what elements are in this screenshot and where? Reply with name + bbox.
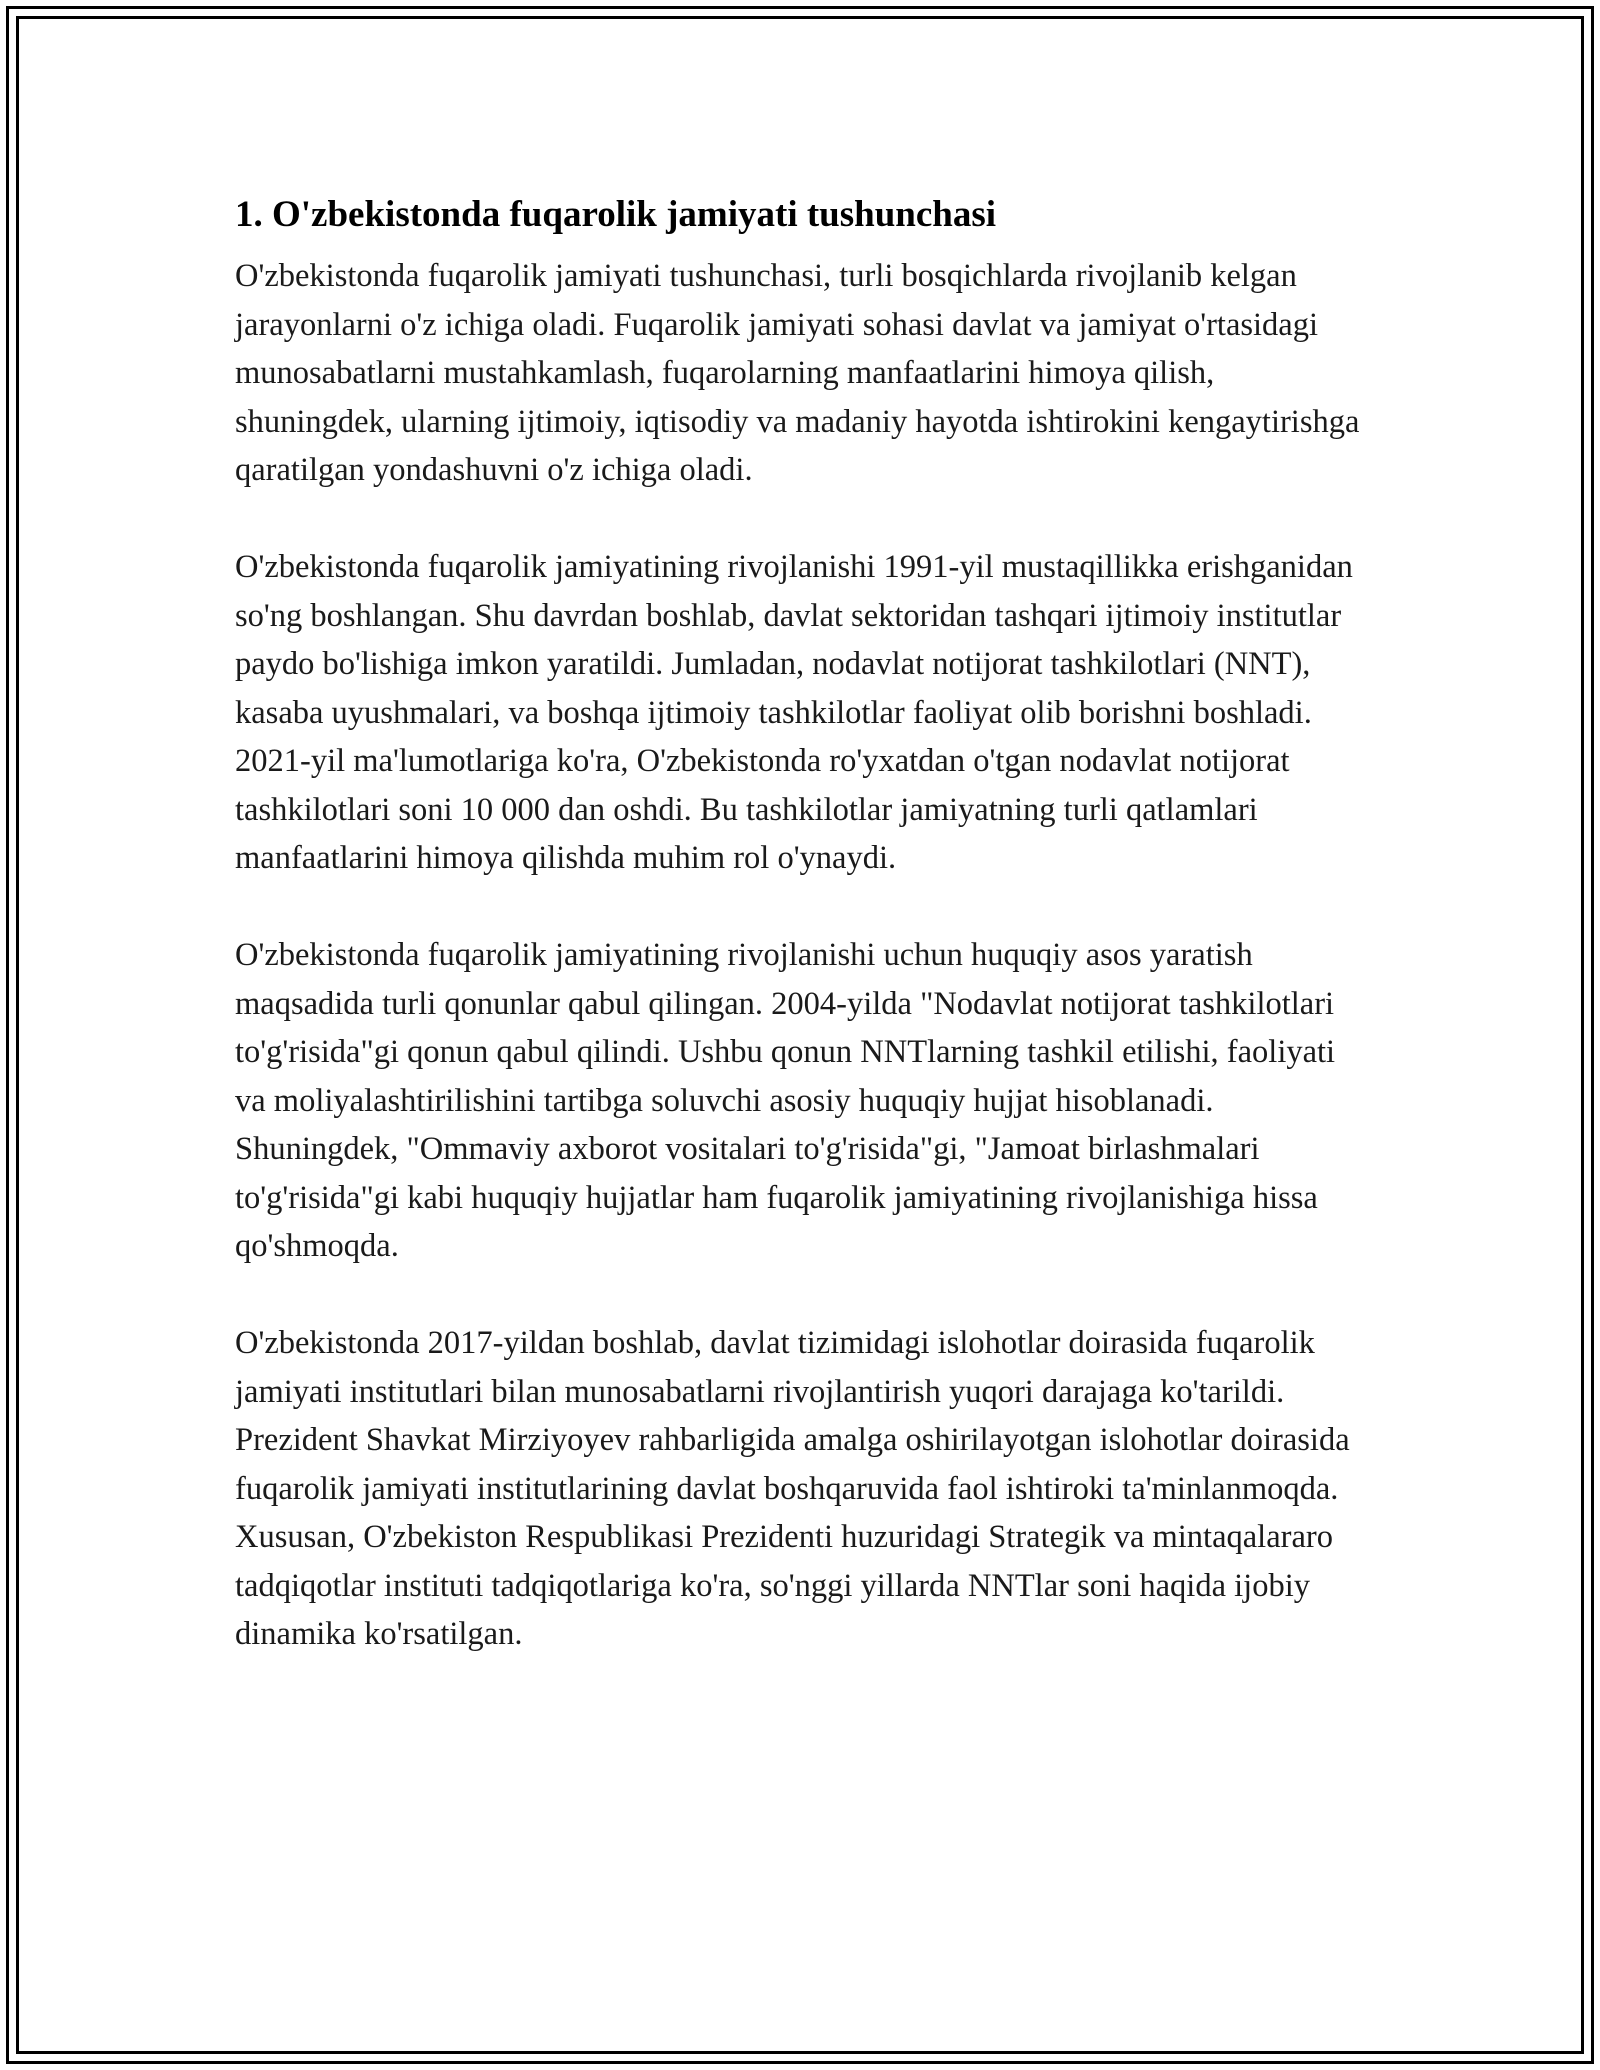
paragraph-4: O'zbekistonda 2017-yildan boshlab, davlat tizimidagi islohotlar doirasida fuqarolik jamiyati institutlari bilan munosabatlarni rivojlantirish yuqori darajaga ko'tarildi. Prezident Shavkat Mirziyoyev rahbarligida amalga oshirilayotgan islohotlar doirasida fuqarolik jamiyati institutlarining davlat boshqaruvida faol ishtiroki ta'minlanmoqda. Xususan, O'zbekiston Respublikasi Prezidenti huzuridagi Strategik va mintaqalararo tadqiqotlar instituti tadqiqotlariga ko'ra, so'nggi yillarda NNTlar soni haqida ijobiy dinamika ko'rsatilgan. <box>235 1325 1350 1652</box>
paragraph-2: O'zbekistonda fuqarolik jamiyatining rivojlanishi 1991-yil mustaqillikka erishganidan so'ng boshlangan. Shu davrdan boshlab, davlat sektoridan tashqari ijtimoiy institutlar paydo bo'lishiga imkon yaratildi. Jumladan, nodavlat notijorat tashkilotlari (NNT), kasaba uyushmalari, va boshqa ijtimoiy tashkilotlar faoliyat olib borishni boshladi. 2021-yil ma'lumotlariga ko'ra, O'zbekistonda ro'yxatdan o'tgan nodavlat notijorat tashkilotlari soni 10 000 dan oshdi. Bu tashkilotlar jamiyatning turli qatlamlari manfaatlarini himoya qilishda muhim rol o'ynaydi. <box>235 549 1353 876</box>
paragraph-1: O'zbekistonda fuqarolik jamiyati tushunchasi, turli bosqichlarda rivojlanib kelgan jarayonlarni o'z ichiga oladi. Fuqarolik jamiyati sohasi davlat va jamiyat o'rtasidagi munosabatlarni mustahkamlash, fuqarolarning manfaatlarini himoya qilish, shuningdek, ularning ijtimoiy, iqtisodiy va madaniy hayotda ishtirokini kengaytirishga qaratilgan yondashuvni o'z ichiga oladi. <box>235 258 1360 488</box>
document-body <box>235 188 1370 1707</box>
paragraph-3: O'zbekistonda fuqarolik jamiyatining rivojlanishi uchun huquqiy asos yaratish maqsadida turli qonunlar qabul qilingan. 2004-yilda "Nodavlat notijorat tashkilotlari to'g'risida"gi qonun qabul qilindi. Ushbu qonun NNTlarning tashkil etilishi, faoliyati va moliyalashtirilishini tartibga soluvchi asosiy huquqiy hujjat hisoblanadi. Shuningdek, "Ommaviy axborot vositalari to'g'risida"gi, "Jamoat birlashmalari to'g'risida"gi kabi huquqiy hujjatlar ham fuqarolik jamiyatining rivojlanishiga hissa qo'shmoqda. <box>235 937 1336 1264</box>
section-heading: 1. O'zbekistonda fuqarolik jamiyati tushunchasi <box>235 194 997 235</box>
